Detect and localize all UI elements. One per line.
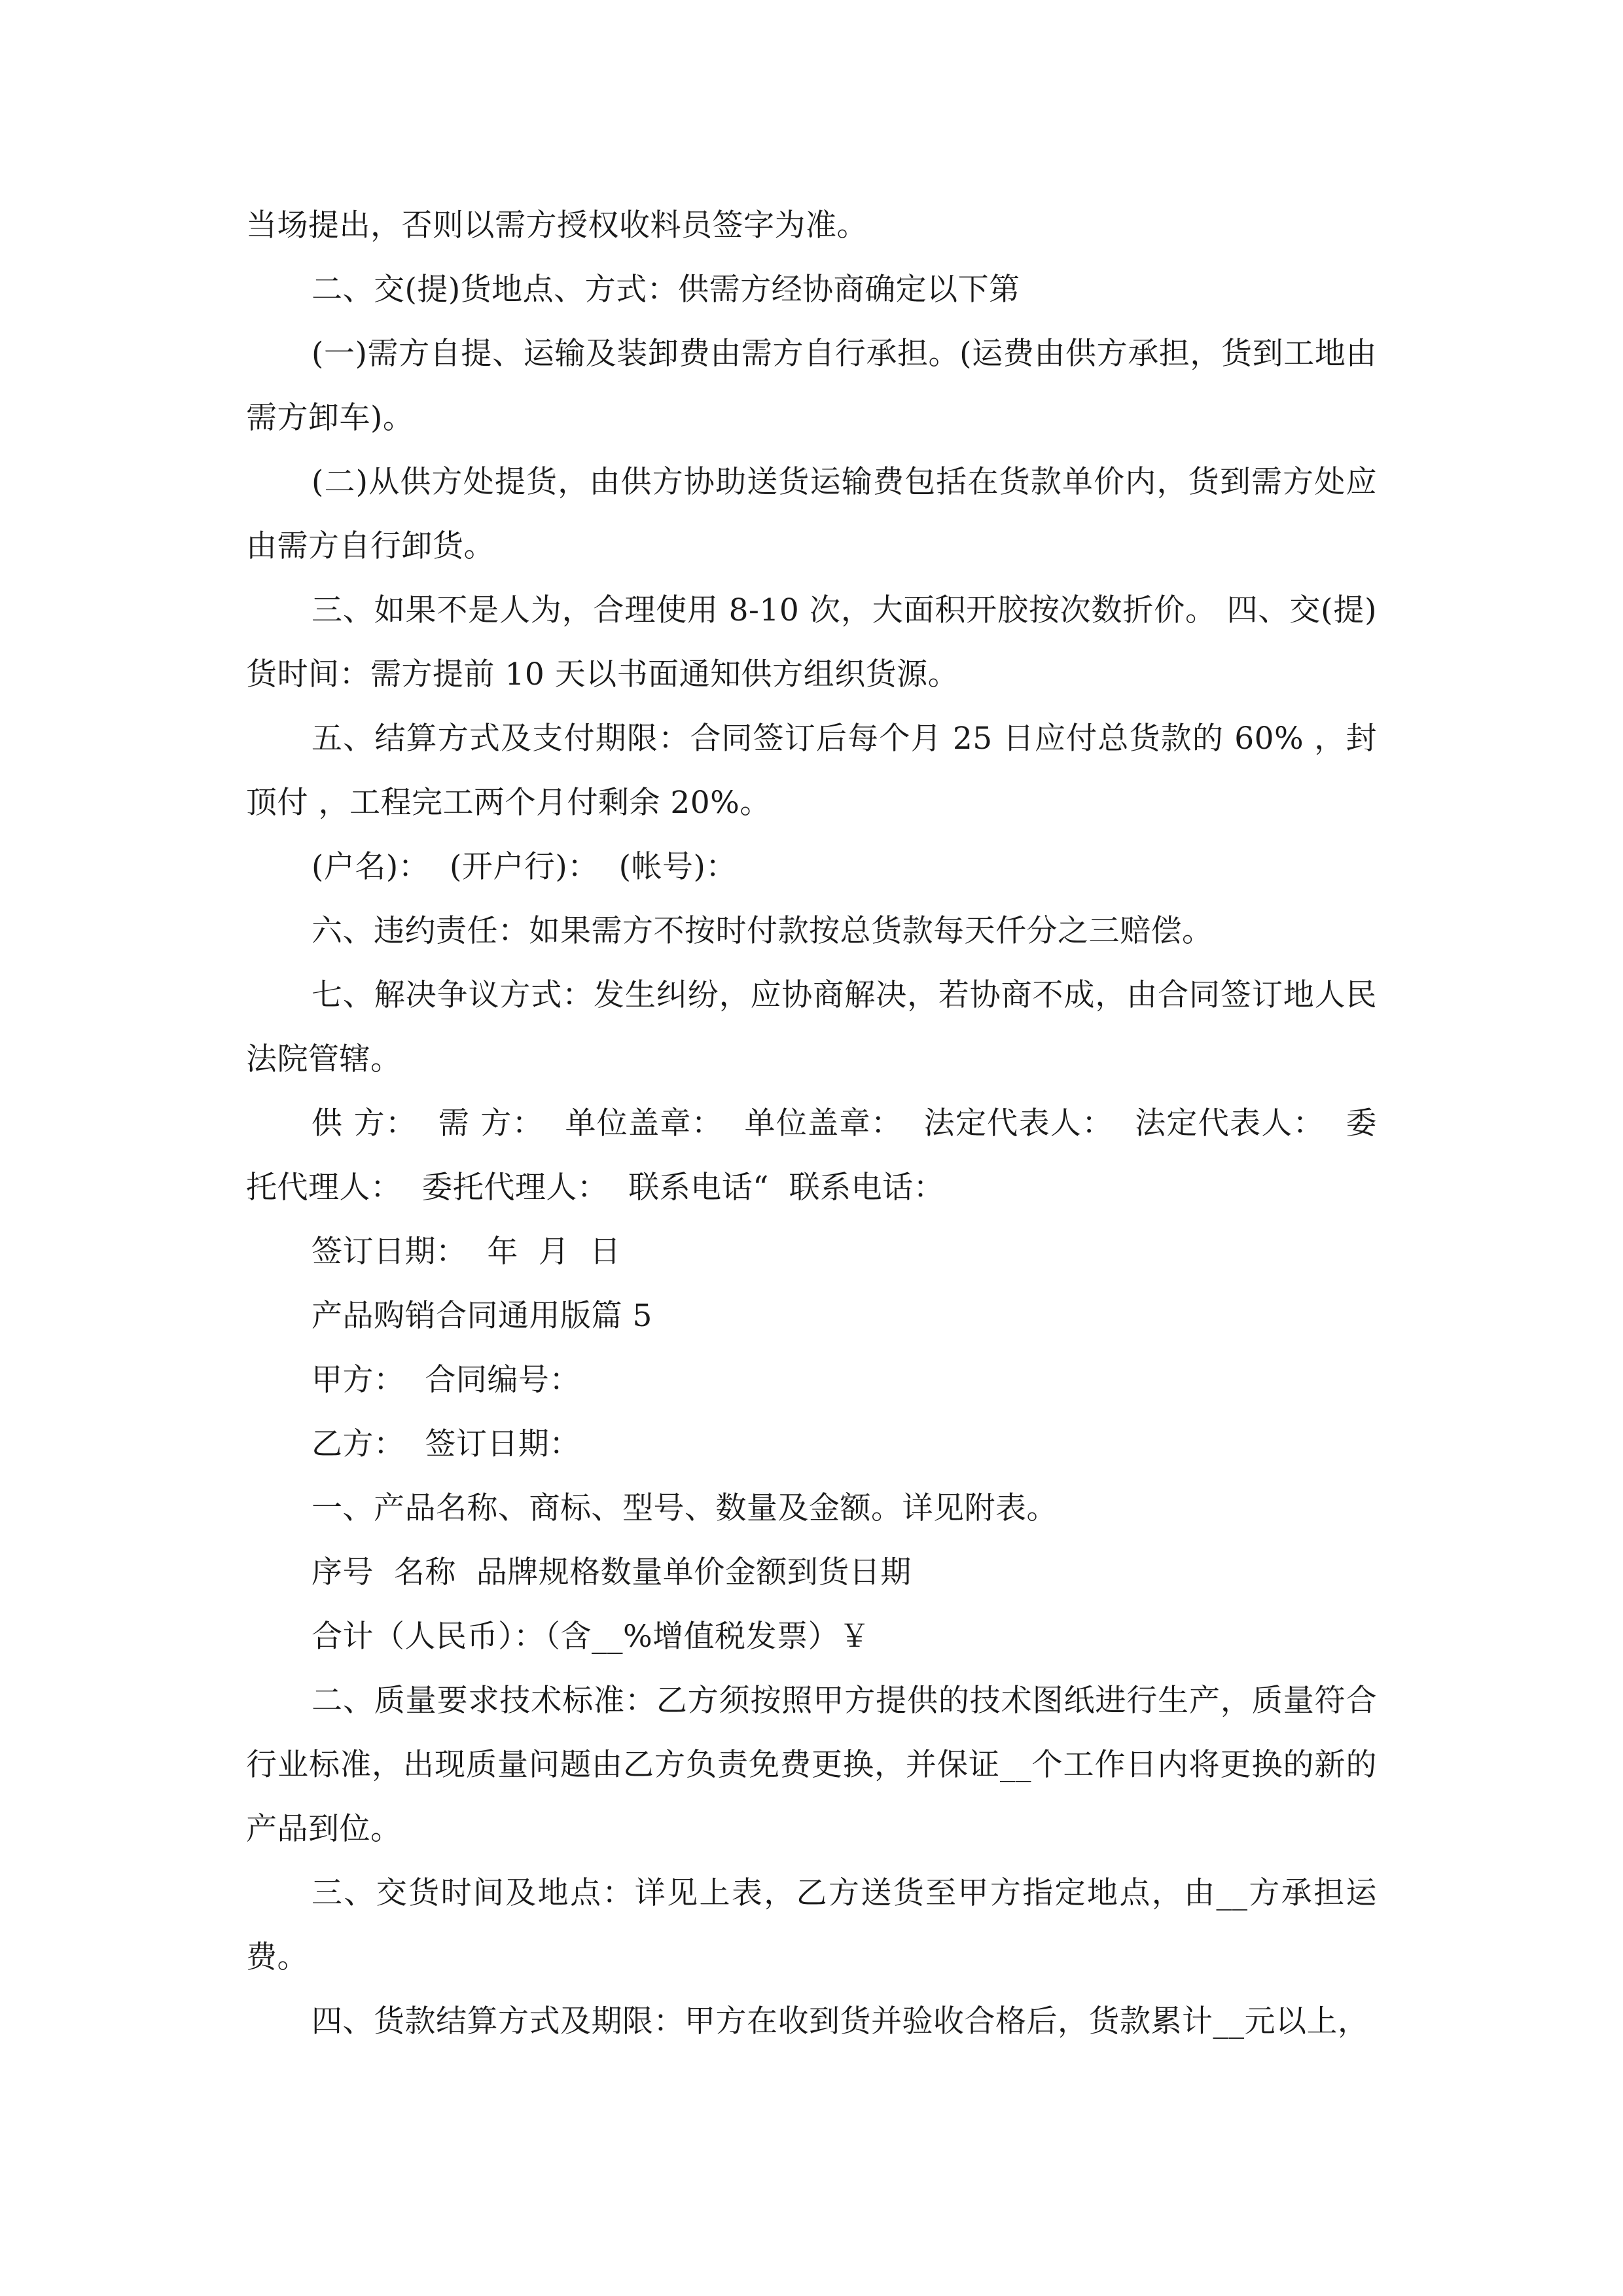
paragraph-12: 甲方： 合同编号： bbox=[312, 1362, 580, 1398]
paragraph-8: 七、解决争议方式：发生纠纷，应协商解决，若协商不成，由合同签订地人民法院管辖。 bbox=[246, 977, 1377, 1077]
paragraph-6: (户名)： (开户行)： (帐号)： bbox=[312, 849, 737, 885]
paragraph-13: 乙方： 签订日期： bbox=[312, 1426, 580, 1462]
paragraph-14: 一、产品名称、商标、型号、数量及金额。详见附表。 bbox=[312, 1490, 1058, 1526]
paragraph-10: 签订日期： 年 月 日 bbox=[312, 1234, 621, 1270]
paragraph-5: 五、结算方式及支付期限：合同签订后每个月 25 日应付总货款的 60% ，封顶付 ，工程完工两个月付剩余 20%。 bbox=[246, 721, 1377, 821]
paragraph-2: (一)需方自提、运输及装卸费由需方自行承担。(运费由供方承担，货到工地由需方卸车)。 bbox=[246, 336, 1377, 436]
paragraph-4: 三、如果不是人为，合理使用 8-10 次，大面积开胶按次数折价。 四、交(提)货时间：需方提前 10 天以书面通知供方组织货源。 bbox=[246, 592, 1377, 692]
paragraph-1: 二、交(提)货地点、方式：供需方经协商确定以下第 bbox=[312, 272, 1020, 308]
paragraph-15: 序号 名称 品牌规格数量单价金额到货日期 bbox=[312, 1554, 912, 1590]
document-body bbox=[246, 194, 1377, 2054]
paragraph-7: 六、违约责任：如果需方不按时付款按总货款每天仟分之三赔偿。 bbox=[312, 913, 1213, 949]
paragraph-9: 供 方： 需 方： 单位盖章： 单位盖章： 法定代表人： 法定代表人： 委托代理人： 委托代理人： 联系电话“ 联系电话： bbox=[246, 1105, 1377, 1206]
section-title: 产品购销合同通用版篇 5 bbox=[312, 1298, 652, 1334]
paragraph-3: (二)从供方处提货，由供方协助送货运输费包括在货款单价内，货到需方处应由需方自行卸货。 bbox=[246, 464, 1377, 564]
paragraph-17: 二、质量要求技术标准：乙方须按照甲方提供的技术图纸进行生产，质量符合行业标准，出现质量问题由乙方负责免费更换，并保证__个工作日内将更换的新的产品到位。 bbox=[246, 1683, 1377, 1847]
paragraph-19: 四、货款结算方式及期限：甲方在收到货并验收合格后，货款累计__元以上， bbox=[312, 2003, 1369, 2039]
paragraph-18: 三、交货时间及地点：详见上表，乙方送货至甲方指定地点，由__方承担运费。 bbox=[246, 1875, 1377, 1975]
paragraph-16: 合计（人民币）：（含__%增值税发票）￥ bbox=[312, 1619, 870, 1655]
paragraph-0: 当场提出，否则以需方授权收料员签字为准。 bbox=[246, 207, 868, 243]
